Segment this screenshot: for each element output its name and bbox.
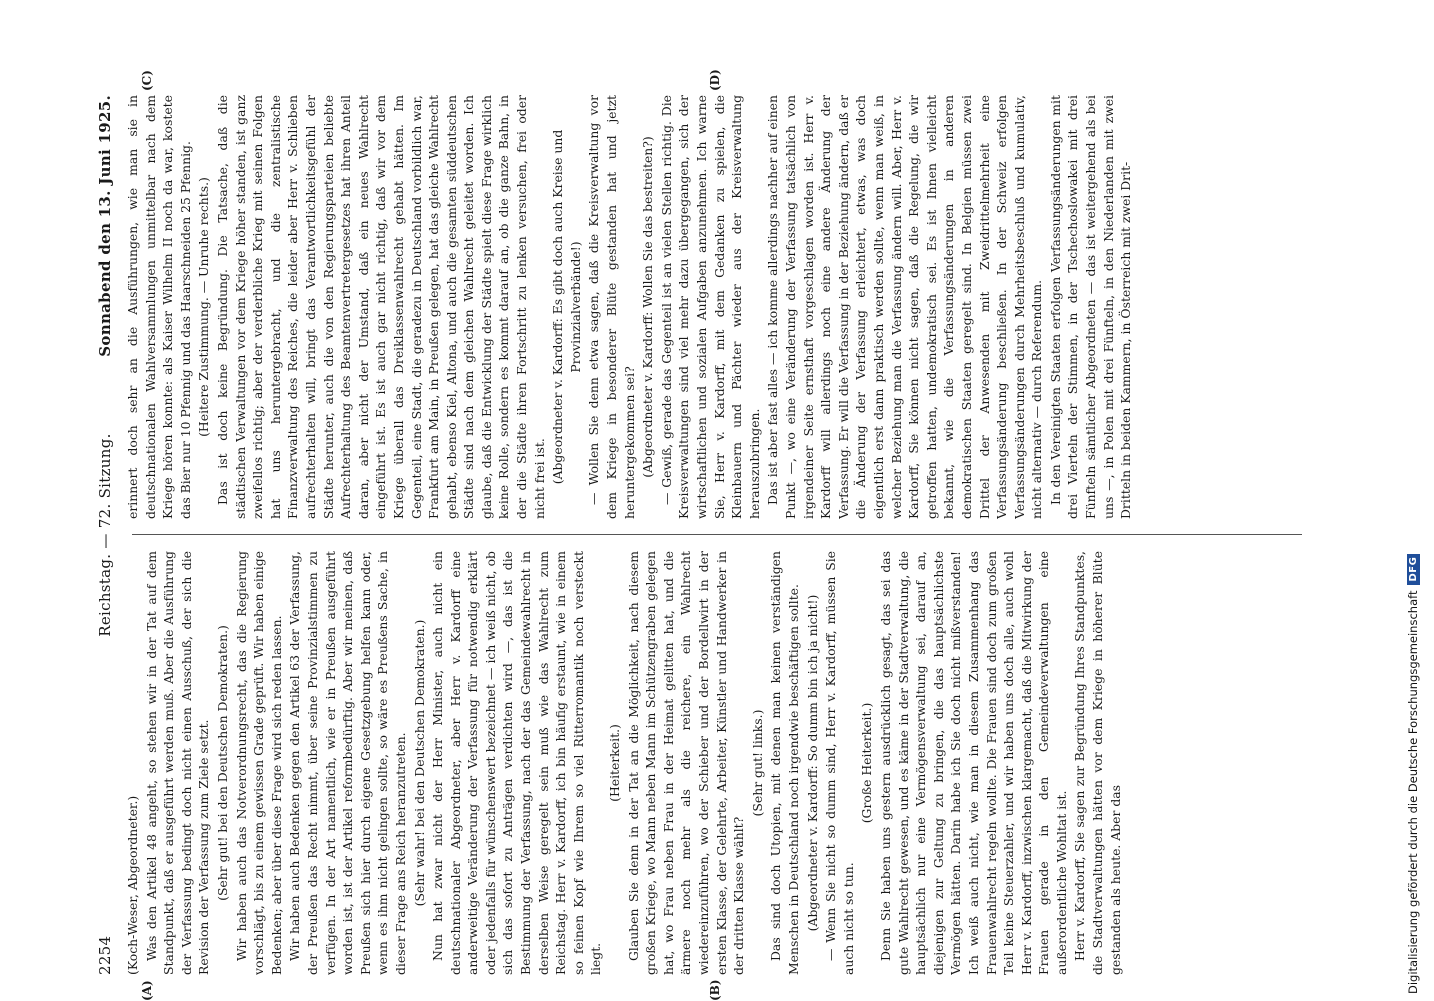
dfg-stamp xyxy=(1398,4,1428,994)
paragraph: Denn Sie haben uns gestern ausdrücklich gesagt, das sei das gute Wahlrecht gewesen, und es käme in der Stadtverwaltung, die hauptsächlich nur eine Vermögensverwaltung sei, darauf an, diejenigen zur Geltung zu bringen, die das hauptsächlichste Vermögen hätten. Darin habe ich Sie doch nicht mißverstanden! Ich weiß auch nicht, wie man in diesem Zusammenhang das Frauenwahlrecht regeln wollte. Die Frauen sind doch zum großen Teil keine Steuerzahler, und wir haben uns doch alle, auch wohl Herr v. Kardorff, inzwischen klargemacht, daß die Mitwirkung der Frauen gerade in den Gemeindeverwaltungen eine außerordentliche Wohltat ist. xyxy=(877,551,1071,975)
dfg-stamp-text: Digitalisierung gefördert durch die Deutsche Forschungsgemeinschaft xyxy=(1406,591,1420,994)
left-column xyxy=(124,551,1314,975)
paragraph: Glauben Sie denn in der Tat an die Möglichkeit, nach diesem großen Kriege, wo Mann neben Mann im Schützengraben gelegen hat, wo Frau neben Frau in der Heimat gelitten hat, und die ärmere noch mehr als die reichere, ein Wahlrecht wiedereinzuführen, wo der Schieber und der Bordellwirt in der ersten Klasse, der Gelehrte, Arbeiter, Künstler und Handwerker in der dritten Klasse wählt? xyxy=(625,551,748,975)
paragraph: Wir haben auch das Notverordnungsrecht, das die Regierung vorschlägt, bis zu einem gewissen Grade geprüft. Wir haben einige Bedenken; aber über diese Frage wird sich reden lassen. xyxy=(233,551,286,975)
margin-marker-d: (D) xyxy=(708,69,722,91)
session-date: Sonnabend den 13. Juni 1925. xyxy=(96,95,114,357)
paragraph: (Abgeordneter v. Kardorff: So dumm bin ich ja nicht!) xyxy=(804,551,822,975)
paragraph: Herr v. Kardorff, Sie sagen zur Begründung Ihres Standpunktes, die Stadtverwaltungen hätten vor dem Kriege in höherer Blüte gestanden als heute. Aber das xyxy=(1071,551,1124,975)
paragraph: erinnert doch sehr an die Ausführungen, wie man sie in deutschnationalen Wahlversammlungen unmittelbar nach dem Kriege hören konnte: als Kaiser Wilhelm II noch da war, kostete das Bier nur 10 Pfennig und das Haarschneiden 25 Pfennig. xyxy=(124,95,194,519)
right-column xyxy=(124,95,1314,519)
margin-marker-b: (B) xyxy=(708,980,722,1001)
paragraph: — Wenn Sie nicht so dumm sind, Herr v. Kardorff, müssen Sie auch nicht so tun. xyxy=(822,551,857,975)
paragraph: Was den Artikel 48 angeht, so stehen wir in der Tat auf dem Standpunkt, daß er ausgeführt werden muß. Aber die Ausführung der Verfassung bedingt doch nicht einen Ausschuß, der sich die Revision der Verfassung zum Ziele setzt. xyxy=(143,551,213,975)
session-title: Reichstag. — 72. Sitzung. xyxy=(96,95,114,975)
page-header xyxy=(88,95,122,975)
paragraph: (Abgeordneter v. Kardorff: Es gibt doch auch Kreise und Provinzialverbände!) xyxy=(549,95,584,519)
paragraph: Das sind doch Utopien, mit denen man keinen verständigen Menschen in Deutschland noch irgendwie beschäftigen sollte. xyxy=(767,551,802,975)
dfg-logo: DFG xyxy=(1407,554,1420,585)
text-columns xyxy=(124,95,1314,975)
rotated-page xyxy=(88,95,1318,975)
page-number: 2254 xyxy=(96,936,114,975)
margin-marker-a: (A) xyxy=(140,980,154,1001)
column-divider xyxy=(132,534,1302,535)
margin-marker-c: (C) xyxy=(140,70,154,91)
paragraph: — Wollen Sie denn etwa sagen, daß die Kreisverwaltung vor dem Kriege in besonderer Blüte gestanden hat und jetzt heruntergekommen sei? xyxy=(585,95,638,519)
paragraph: (Koch-Weser, Abgeordneter.) xyxy=(124,551,142,975)
paragraph: (Sehr gut! links.) xyxy=(749,551,767,975)
paragraph: Wir haben auch Bedenken gegen den Artikel 63 der Verfassung, der Preußen das Recht nimmt, über seine Provinzialstimmen zu verfügen. In der Art namentlich, wie er in Preußen ausgeführt worden ist, ist der Artikel reformbedürftig. Aber wir meinen, daß Preußen sich hier durch eigene Gesetzgebung helfen kann oder, wenn es ihm nicht gelingen sollte, so wäre es Preußens Sache, in dieser Frage ans Reich heranzutreten. xyxy=(286,551,409,975)
paragraph: (Heitere Zustimmung. — Unruhe rechts.) xyxy=(195,95,213,519)
paragraph: (Abgeordneter v. Kardorff: Wollen Sie das bestreiten?) xyxy=(639,95,657,519)
paragraph: — Gewiß, gerade das Gegenteil ist an vielen Stellen richtig. Die Kreisverwaltungen sind viel mehr dazu übergegangen, sich der wirtschaftlichen und sozialen Aufgaben anzunehmen. Ich warne Sie, Herr v. Kardorff, mit dem Gedanken zu spielen, die Kleinbauern und Pächter wieder aus der Kreisverwaltung herauszubringen. xyxy=(658,95,764,519)
paragraph: (Heiterkeit.) xyxy=(606,551,624,975)
paragraph: (Sehr wahr! bei den Deutschen Demokraten.) xyxy=(411,551,429,975)
paragraph: (Große Heiterkeit.) xyxy=(858,551,876,975)
paragraph: Nun hat zwar nicht der Herr Minister, auch nicht ein deutschnationaler Abgeordneter, aber Herr v. Kardorff eine anderweitige Veränderung der Verfassung für notwendig erklärt oder jedenfalls für wünschenswert bezeichnet — ich weiß nicht, ob sich das sofort zu Anträgen verdichten wird —, das ist die Bestimmung der Verfassung, nach der das Gemeindewahlrecht in derselben Weise geregelt sein muß wie das Wahlrecht zum Reichstag. Herr v. Kardorff, ich bin häufig erstaunt, wie in einem so feinen Kopf wie Ihrem so viel Ritterromantik noch versteckt liegt. xyxy=(429,551,605,975)
paragraph: In den Vereinigten Staaten erfolgen Verfassungsänderungen mit drei Vierteln der Stimmen, in der Tschechoslowakei mit drei Fünfteln sämtlicher Abgeordneten — das ist weitergehend als bei uns —, in Polen mit drei Fünfteln, in den Niederlanden mit zwei Dritteln in beiden Kammern, in Österreich mit zwei Drit- xyxy=(1047,95,1135,519)
paragraph: Das ist aber fast alles — ich komme allerdings nachher auf einen Punkt —, wo eine Veränderung der Verfassung tatsächlich von irgendeiner Seite ernsthaft vorgeschlagen worden ist. Herr v. Kardorff will allerdings noch eine andere Änderung der Verfassung. Er will die Verfassung in der Beziehung ändern, daß er die Änderung der Verfassung erleichtert, etwas, was doch eigentlich erst dann praktisch werden sollte, wenn man weiß, in welcher Beziehung man die Verfassung ändern will. Aber, Herr v. Kardorff, Sie können nicht sagen, daß die Regelung, die wir getroffen hatten, undemokratisch sei. Es ist Ihnen vielleicht bekannt, wie die Verfassungsänderungen in anderen demokratischen Staaten geregelt sind. In Belgien müssen zwei Drittel der Anwesenden mit Zweidrittelmehrheit eine Verfassungsänderung beschließen. In der Schweiz erfolgen Verfassungsänderungen durch Mehrheitsbeschluß und kumulativ, nicht alternativ — durch Referendum. xyxy=(764,95,1046,519)
paragraph: (Sehr gut! bei den Deutschen Demokraten.) xyxy=(214,551,232,975)
paragraph: Das ist doch keine Begründung. Die Tatsache, daß die städtischen Verwaltungen vor dem Kriege höher standen, ist ganz zweifellos richtig; aber der verderbliche Krieg mit seinen Folgen hat uns heruntergebracht, und die zentralistische Finanzverwaltung des Reiches, die leider aber Herr v. Schlieben aufrechterhalten will, bringt das Verantwortlichkeitsgefühl der Städte herunter, auch die von den Regierungsparteien beliebte Aufrechterhaltung des Beamtenvertretergesetzes hat ihren Anteil daran, aber nicht der Umstand, daß ein neues Wahlrecht eingeführt ist. Es ist auch gar nicht richtig, daß wir vor dem Kriege überall das Dreiklassenwahlrecht gehabt hätten. Im Gegenteil, eine Stadt, die geradezu in Deutschland vorbildlich war, Frankfurt am Main, in Preußen gelegen, hat das gleiche Wahlrecht gehabt, ebenso Kiel, Altona, und auch die gesamten süddeutschen Städte sind nach dem gleichen Wahlrecht geleitet worden. Ich glaube, daß die Entwicklung der Städte spielt diese Frage wirklich keine Rolle, sondern es kommt darauf an, ob die ganze Bahn, in der die Städte ihren Fortschritt zu lenken versuchen, frei oder nicht frei ist. xyxy=(214,95,548,519)
